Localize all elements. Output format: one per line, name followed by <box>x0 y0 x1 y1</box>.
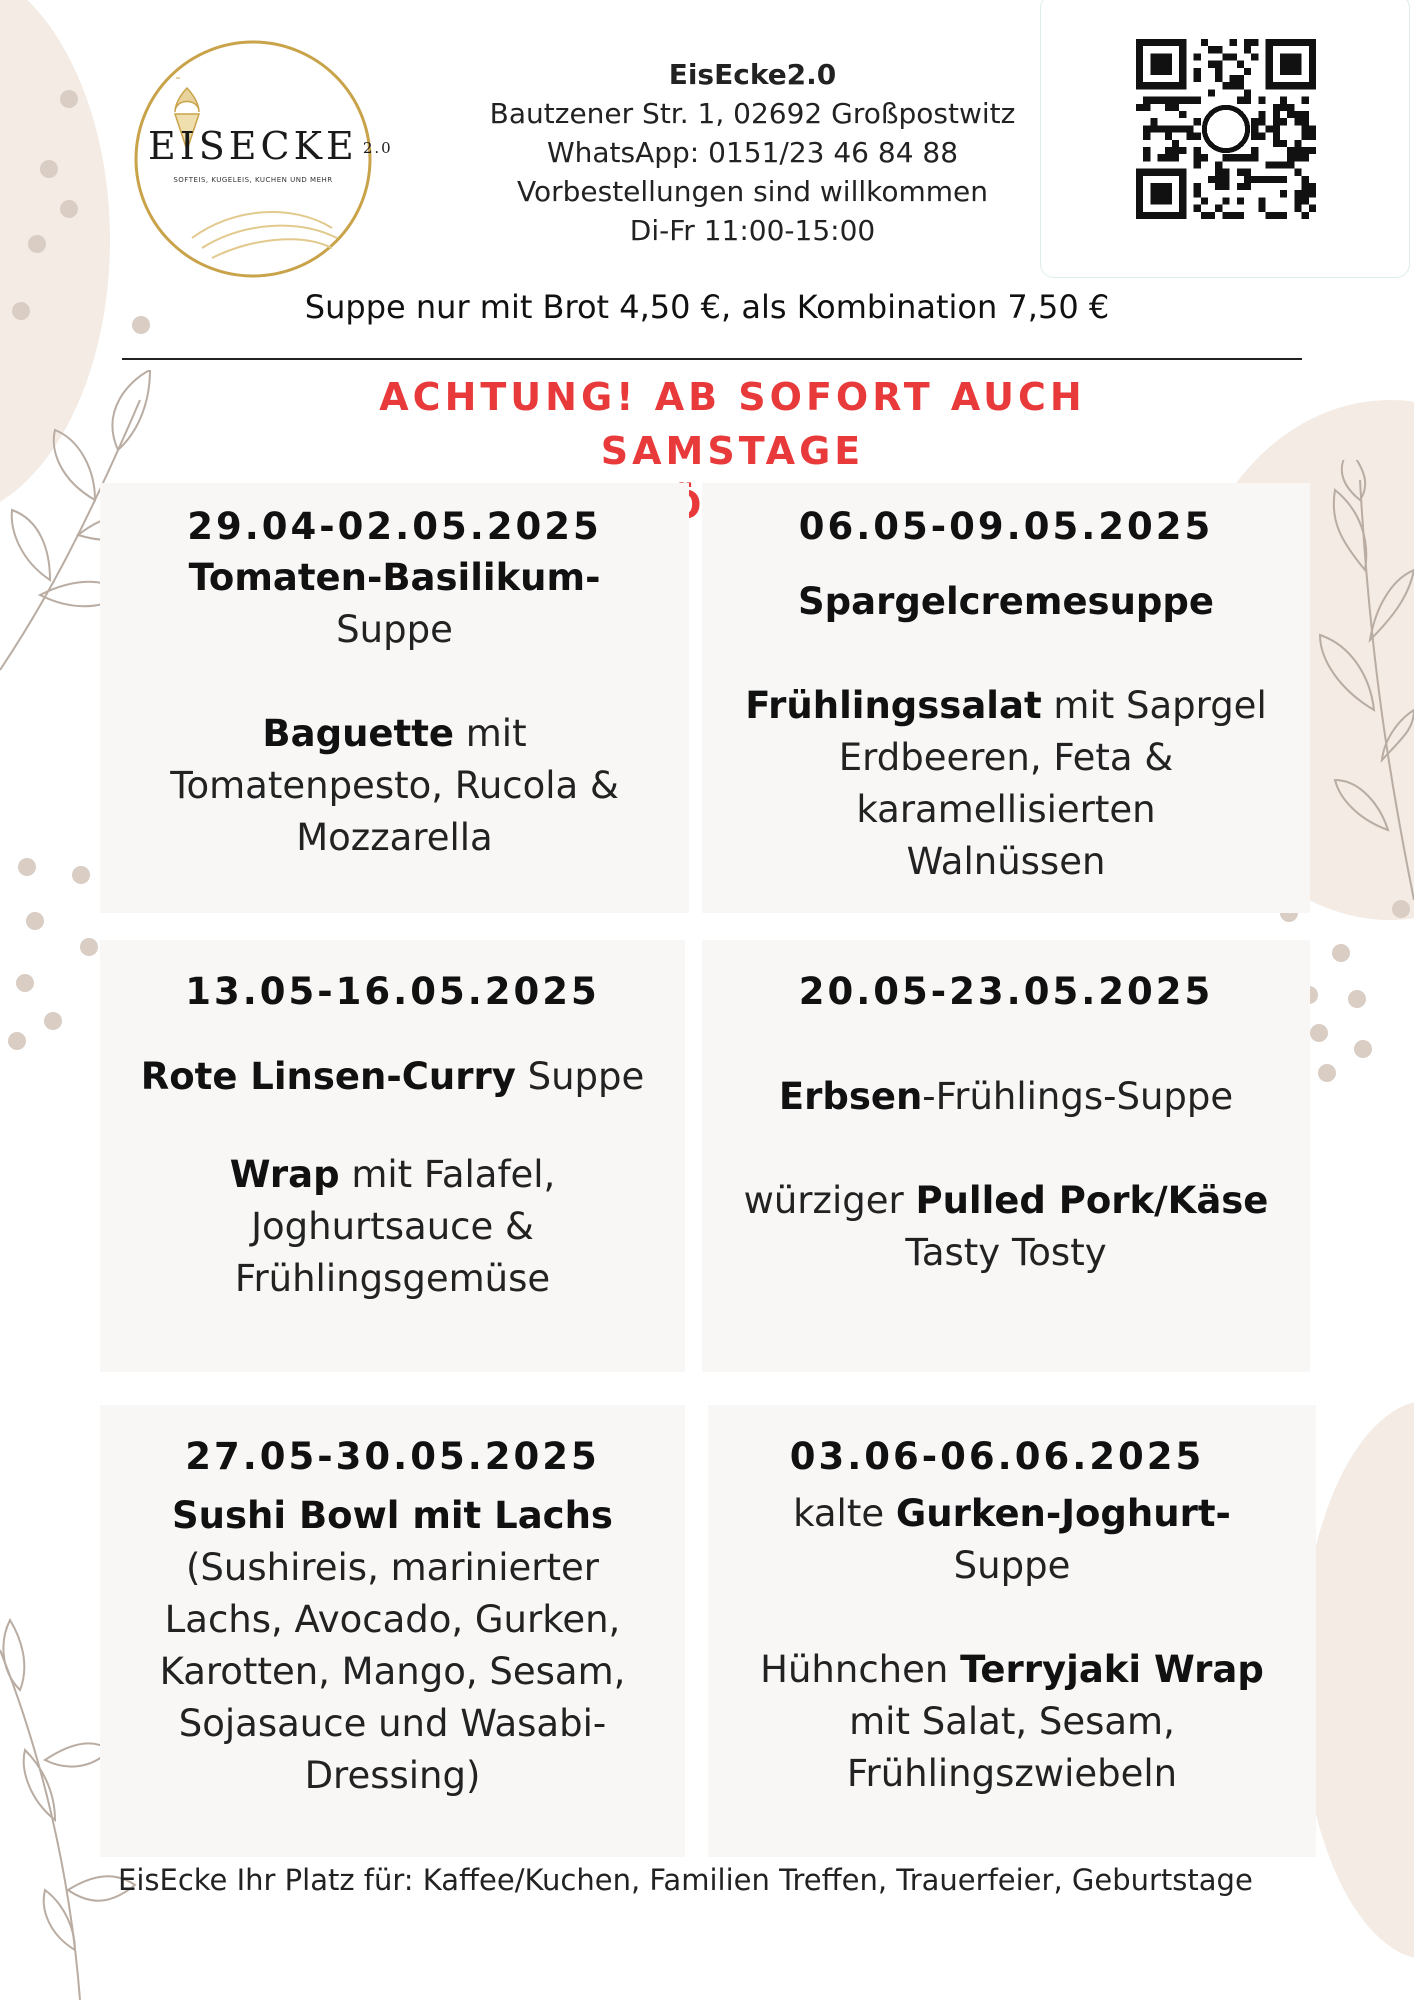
logo-tagline: SOFTEIS, KUGELEIS, KUCHEN UND MEHR <box>173 176 333 184</box>
logo-wordmark: EISECKE 2.0 <box>148 124 393 168</box>
week-card <box>708 1405 1316 1857</box>
week-card <box>100 940 685 1372</box>
logo <box>132 38 393 280</box>
week-date: 20.05-23.05.2025 <box>798 970 1214 1013</box>
week-date: 03.06-06.06.2025 <box>789 1435 1205 1478</box>
week-card <box>702 940 1310 1372</box>
business-info <box>470 55 1035 250</box>
business-hours: Di-Fr 11:00-15:00 <box>629 214 876 247</box>
week-main: Sushi Bowl mit Lachs (Sushireis, marinierter Lachs, Avocado, Gurken, Karotten, Mango, Sesam, Sojasauce und Wasabi- Dressing) <box>159 1494 626 1797</box>
week-date: 29.04-02.05.2025 <box>187 505 602 548</box>
week-card <box>100 483 689 913</box>
week-main: würziger Pulled Pork/Käse Tasty Tosty <box>743 1179 1269 1274</box>
divider <box>122 358 1302 360</box>
week-main: Wrap mit Falafel, Joghurtsauce & Frühlingsgemüse <box>229 1153 556 1300</box>
week-date: 13.05-16.05.2025 <box>185 970 600 1013</box>
week-main: Hühnchen Terryjaki Wrap mit Salat, Sesam, Frühlingszwiebeln <box>760 1648 1264 1795</box>
bg-blob-bottom-right <box>1300 1400 1414 1960</box>
week-card <box>100 1405 685 1857</box>
qr-code-icon[interactable] <box>1136 39 1316 219</box>
business-whatsapp[interactable]: WhatsApp: 0151/23 46 84 88 <box>546 136 959 169</box>
footer-text: EisEcke Ihr Platz für: Kaffee/Kuchen, Familien Treffen, Trauerfeier, Geburtstage <box>118 1863 1253 1897</box>
week-soup: Spargelcremesuppe <box>798 580 1214 623</box>
week-date: 27.05-30.05.2025 <box>185 1435 600 1478</box>
business-address: Bautzener Str. 1, 02692 Großpostwitz <box>489 97 1016 130</box>
qr-code-box[interactable] <box>1040 0 1410 278</box>
week-main: Frühlingssalat mit Saprgel Erdbeeren, Feta & karamellisierten Walnüssen <box>745 684 1267 883</box>
week-main: Baguette mit Tomatenpesto, Rucola & Mozzarella <box>170 712 619 859</box>
business-name: EisEcke2.0 <box>668 58 837 91</box>
soup-price: Suppe nur mit Brot 4,50 €, als Kombination 7,50 € <box>304 288 1110 326</box>
week-date: 06.05-09.05.2025 <box>798 505 1214 548</box>
week-soup: Rote Linsen-Curry Suppe <box>140 1055 645 1098</box>
week-soup: Tomaten-Basilikum- Suppe <box>188 556 601 651</box>
week-soup: kalte Gurken-Joghurt- Suppe <box>793 1492 1231 1587</box>
saturday-notice: ACHTUNG! AB SOFORT AUCH SAMSTAGE <box>379 375 1086 473</box>
week-soup: Erbsen-Frühlings-Suppe <box>778 1075 1234 1118</box>
week-card <box>702 483 1310 913</box>
business-preorder: Vorbestellungen sind willkommen <box>516 175 988 208</box>
